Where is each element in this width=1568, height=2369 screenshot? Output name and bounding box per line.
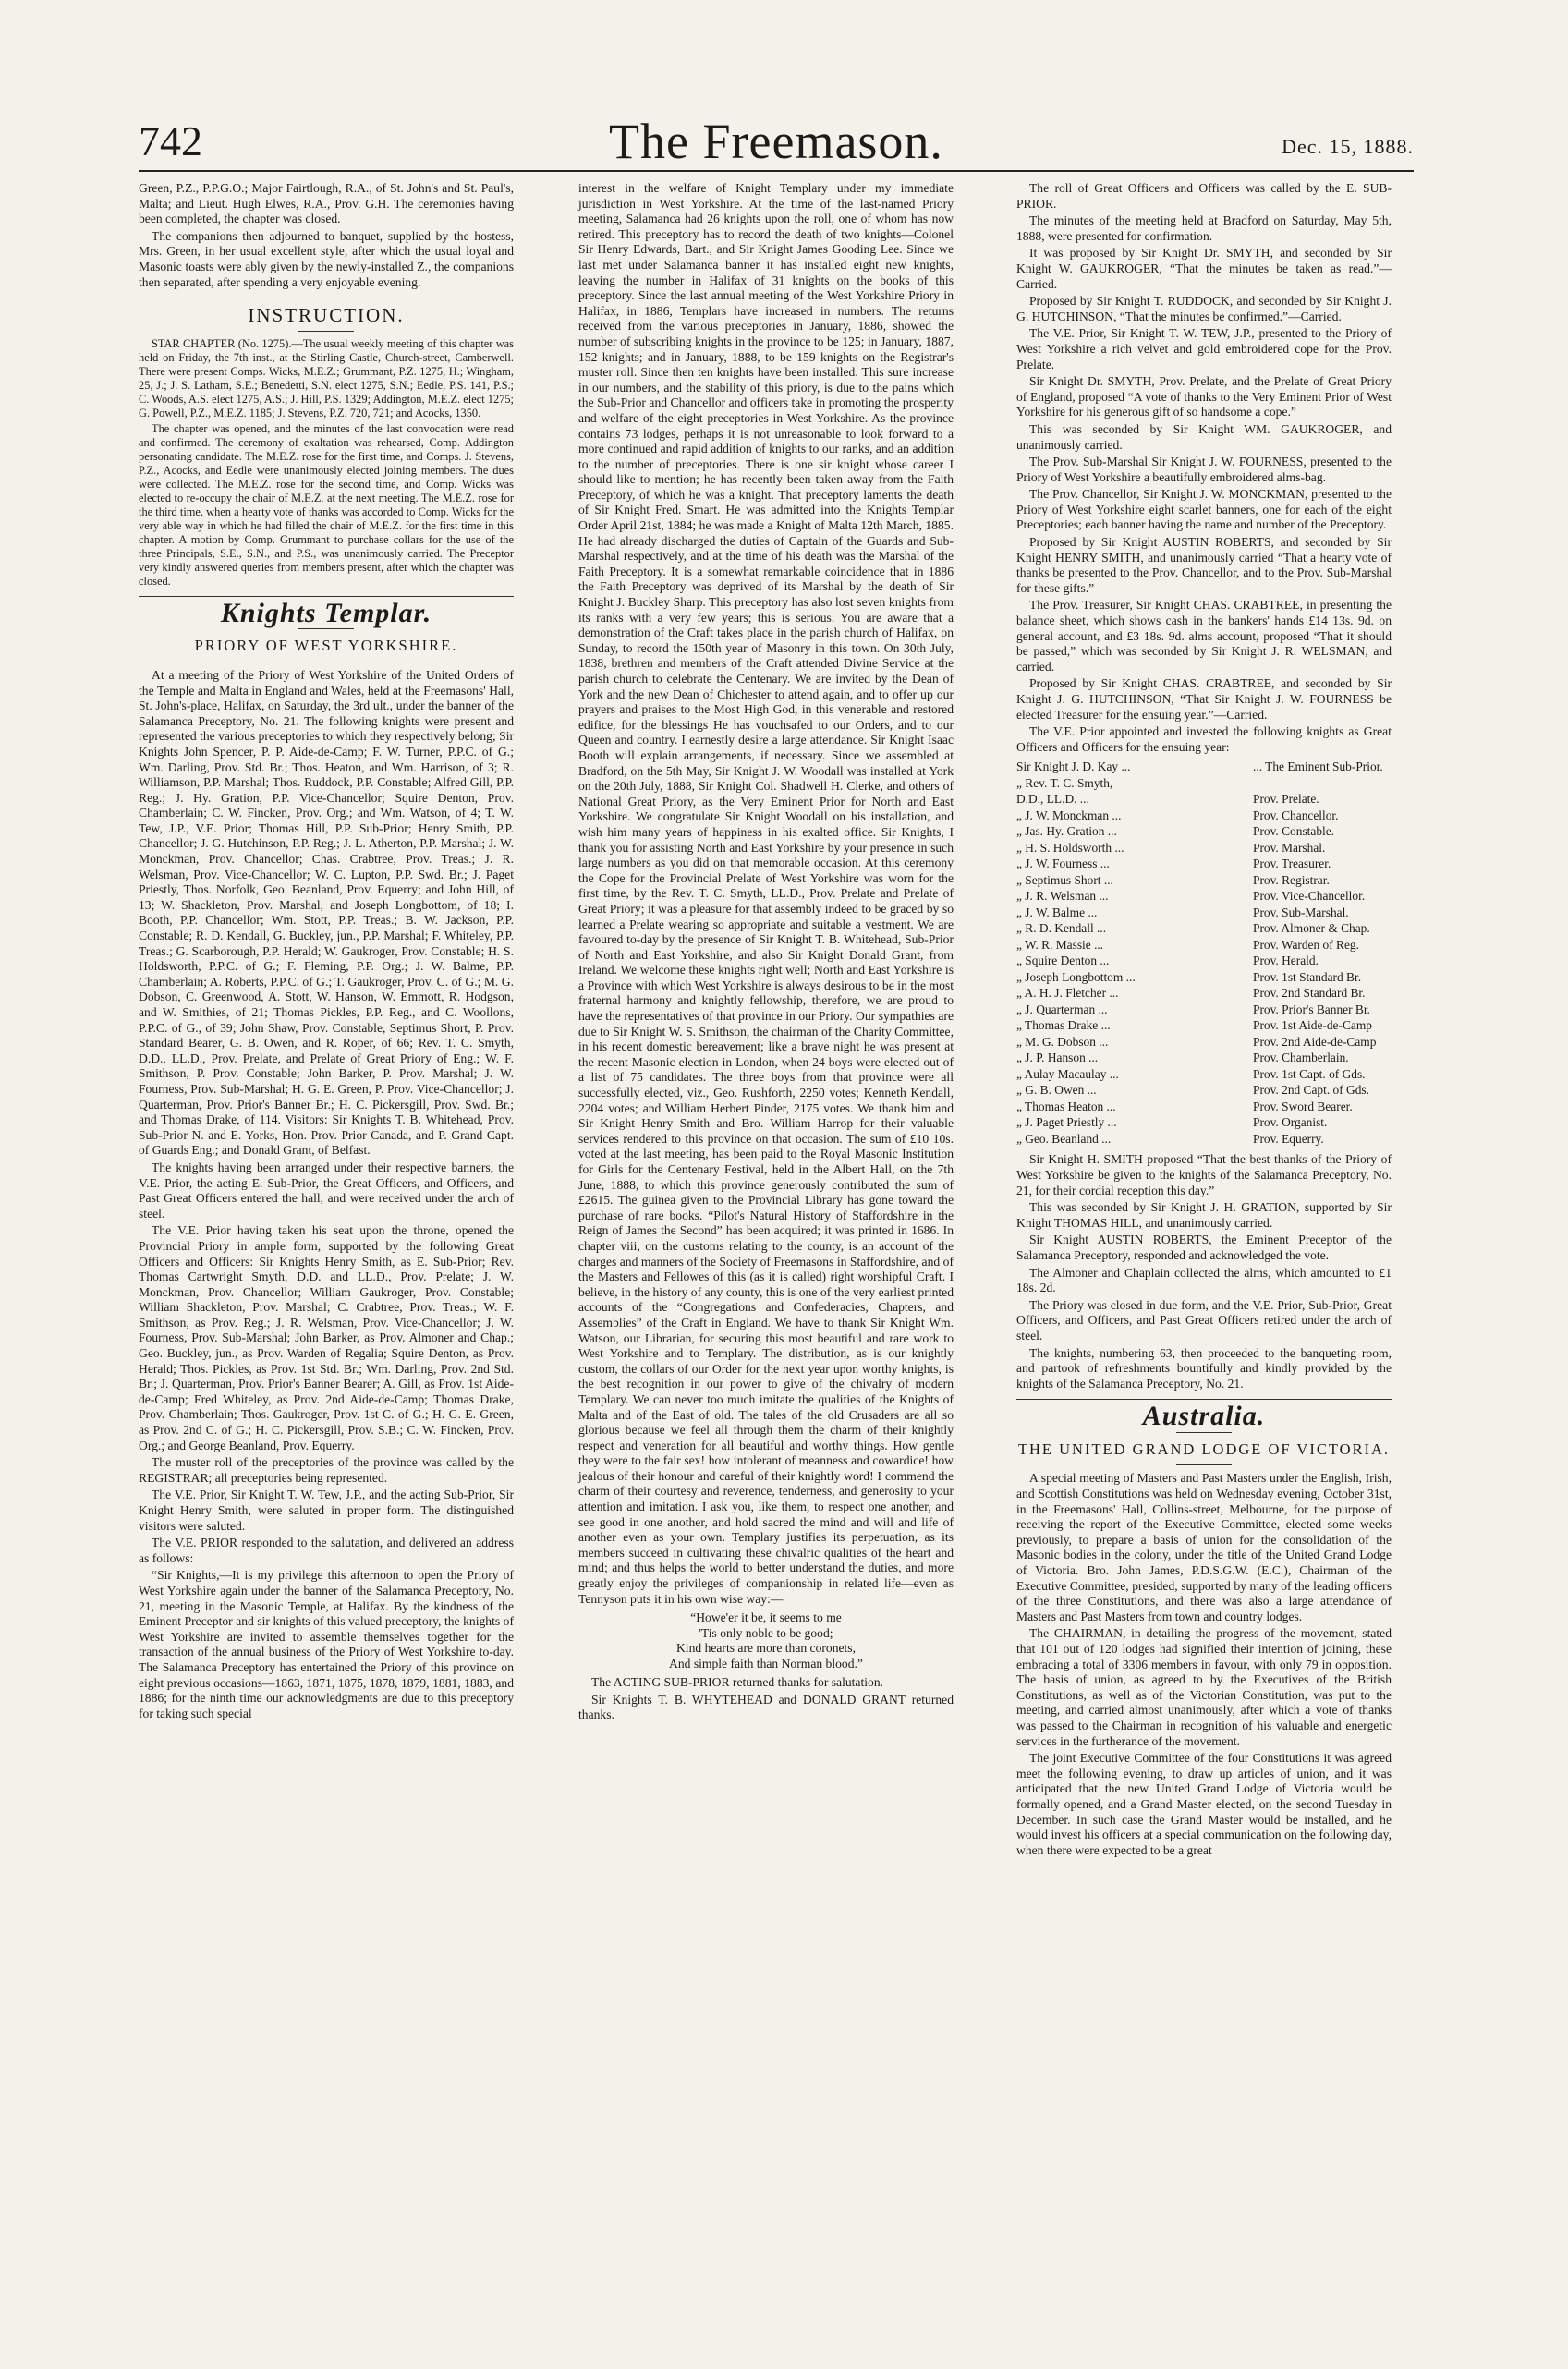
- instruction-heading: INSTRUCTION.: [248, 304, 405, 327]
- officer-office: Prov. 1st Capt. of Gds.: [1253, 1066, 1366, 1081]
- officer-row: [1016, 1099, 1392, 1115]
- paragraph: Sir Knight AUSTIN ROBERTS, the Eminent Preceptor of the Salamanca Preceptory, responded and acknowledged the vote.: [1016, 1233, 1392, 1262]
- officer-name: „ J. Quarterman ...: [1016, 1002, 1108, 1016]
- paragraph: interest in the welfare of Knight Templary under my immediate jurisdiction in West Yorkshire. At the time of the last-named Priory meeting, Salamanca had 26 knights upon the roll, one of whom has now retired. This preceptory has to record the death of two knights—Colonel Sir Henry Edwards, Bart., and Sir Knight James Gooding Lee. Since we last met under Salamanca banner it has installed eight new knights, leaving the number in Halifax of 31 knights on the books of this preceptory. Since the last annual meeting of the West Yorkshire Priory in Halifax, in 1886, Templars have increased in numbers. The returns received from the various preceptories in January, 1886, showed the number of subscribing knights in the province to be 125; in January, 1887, 152 knights; and in January, 1888, to be 159 knights on the Registrar's muster roll. Since then ten knights have been installed. This sure increase in our numbers, and the stability of this priory, is due to the pains which the Sub-Prior and Chancellor and officers take in promoting the prosperity and welfare of the eight preceptories in West Yorkshire. As the province contains 73 lodges, perhaps it is not unreasonable to look forward to a more continued and rapid addition of knights to our ranks, and an addition to the number of preceptories. There is one sir knight whose career I should like to mention; he has recently been taken away from the Faith Preceptory, of which he was a knight. That preceptory laments the death of Sir Knight Fred. Smart. He was admitted into the Knights Templar Order April 21st, 1884; he was made a Knight of Malta 12th March, 1885. He had already discharged the duties of Captain of the Guards and Sub-Marshal respectively, and at the time of his death was the Marshal of the Faith Preceptory. It is a somewhat remarkable coincidence that in 1886 the Faith Preceptory was deprived of its Marshal by the death of Sir Knight J. Buckley Sharp. This preceptory has also lost seven knights from its ranks with a very few years; this is serious. You are aware that a demonstration of the Craft takes place in the parish church of Halifax, on Sunday, to record the 150th year of Masonry in this town. On 30th July, 1838, brethren and members of the Craft attended Divine Service at the parish church to celebrate the Centenary. We are invited by the Dean of York and the new Dean of Chichester to attend again, and to offer up our prayers and praises to the Most High God, in this venerable and restored edifice, for the blessings He has vouchsafed to our Orders, and to our Queen and country. I earnestly desire a large attendance. Sir Knight Isaac Booth will explain arrangements, if necessary. Since we assembled at Bradford, on the 5th May, Sir Knight J. W. Woodall was installed at York on the 20th July, 1888, Sir Knight Col. Shadwell H. Clerke, and others of National Great Priory, as the Very Eminent Prior for North and East Yorkshire. We congratulate Sir Knight Woodall on his installation, and wish him many years of happiness in his exalted office. Sir Knights, I thank you for assisting North and East Yorkshire by your presence in such large numbers as you did on that memorable occasion. At this ceremony the Cope for the Provincial Prelate of West Yorkshire was worn for the first time, by the Rev. T. C. Smyth, LL.D., Prov. Prelate and Prelate of Great Priory; it was a pleasure for that assembly indeed to be graced by so learned a Prelate wearing so appropriate and suitable a vestment. We are favoured to-day by the presence of Sir Knight T. B. Whitehead, Sub-Prior of North and East Yorkshire, and also Sir Knight Donald Grant, from Ireland. We welcome these knights right well; North and East Yorkshire is a Province with which West Yorkshire is always desirous to be in the most fraternal harmony and knightly fellowship, therefore, we are proud to have the representatives of that province in our Priory. Our sympathies are due to Sir Knight W. S. Smithson, the chairman of the Charity Committee, in his recent domestic bereavement; like a brave night he was present at the recent Masonic election in London, when 24 boys were elected out of a list of 75 candidates. The three boys from that province were all successfully elected, viz., Geo. Rushforth, 2250 votes; Kenneth Kendall, 2204 votes; and William Herbert Pinder, 2175 votes. We thank him and Sir Knight Henry Smith and Bro. William Harrop for their valuable services rendered to this province on that occasion. The sum of £10 10s. voted at the last meeting, has been paid to the Royal Masonic Institution for Girls for the Centenary Festival, held in the Albert Hall, on the 7th June, 1888, to which this province generously contributed the sum of £2615. The guinea given to the Provincial Library has gone toward the purchase of rare books. “Pilot's Natural History of Staffordshire in the Reign of James the Second” has been acquired; it was printed in 1686. In chapter viii, on the customs relating to the county, is an account of the charges and manners of the Society of Freemasons in Staffordshire, and of the Masters and Fellowes of this (as it is called) right worshipful Craft. I believe, in the history of any county, this is one of the very earliest printed accounts of the “Congregations and Confederacies, Chapters, and Assemblies” of the Craft in England. We have to thank Sir Knight Wm. Watson, our Librarian, for securing this most beautiful and rare work to West Yorkshire and to Templary. The distribution, as is our knightly custom, the collars of our Order for the next year upon worthy knights, is the best recognition in our power to give of the chivalry of modern Templary. We can never too much imitate the qualities of the Knights of Malta and of the East of old. The tales of the old Crusaders are all so glorious because we feel all through them the charm of their knightly respect and veneration for all beautiful and worthy things. How gentle they were to the fair sex! how intolerant of meanness and cowardice! how jealous of their honour and careful of their knightly word! I commend the charm of their courtesy and reverence, tenderness, and generosity to your attention and imitation. I ask you, like them, to respect one another, and see good in one another, and hold sacred the mind and will and life of another even as your own. Templary justifies its perpetuation, as its members succeed in cultivating these chivalric qualities of the heart and mind; and thus helps the world to better understand the duties, and more greatly enjoy the privileges of companionship in related life—even as Tennyson puts it in his own wise way:—: [578, 181, 954, 1606]
- officer-row: [1016, 759, 1392, 775]
- officer-office: [1253, 775, 1392, 792]
- officer-name: „ Thomas Heaton ...: [1016, 1099, 1116, 1113]
- column-1: [139, 181, 514, 1723]
- officer-office: Prov. Sub-Marshal.: [1253, 905, 1349, 919]
- officer-name: „ Jas. Hy. Gration ...: [1016, 824, 1117, 839]
- poem-line: Kind hearts are more than coronets,: [675, 1641, 857, 1656]
- masthead-rule: [139, 170, 1414, 172]
- officer-office: Prov. Organist.: [1253, 1115, 1328, 1130]
- short-rule: [1176, 1464, 1232, 1465]
- paragraph: The V.E. Prior appointed and invested the following knights as Great Officers and Officers for the ensuing year:: [1016, 724, 1392, 754]
- paragraph: The ACTING SUB-PRIOR returned thanks for salutation.: [591, 1675, 884, 1690]
- officer-office: Prov. 2nd Capt. of Gds.: [1253, 1083, 1369, 1098]
- officer-row: [1016, 985, 1392, 1002]
- paragraph: The V.E. Prior having taken his seat upon the throne, opened the Provincial Priory in ample form, supported by the following Great Officers and Officers: Sir Knights Henry Smith, as E. Sub-Prior; Rev. Thomas Cartwright Smyth, D.D. and LL.D., Prov. Prelate; J. W. Monckman, Prov. Chancellor; William Gaukroger, Prov. Constable; William Shackleton, Prov. Marshal; C. Crabtree, Prov. Treas.; W. F. Smithson, as Prov. Reg.; J. R. Welsman, Prov. Vice-Chancellor; J. W. Fourness, Prov. Sub-Marshal; John Barker, as Prov. Almoner and Chap.; Geo. Buckley, jun., as Prov. Warden of Regalia; Squire Denton, as Prov. Herald; Thos. Pickles, as Prov. 1st Std. Br.; Wm. Darling, Prov. 2nd Std. Br.; J. Quarterman, Prov. Prior's Banner Bearer; A. Gill, as Prov. 1st Aide-de-Camp; Fred Whiteley, as Prov. 2nd Aide-de-Camp; Thomas Drake, Prov. Chamberlain; Thos. Gaukroger, Prov. 1st C. of G.; H. G. E. Green, as Prov. 2nd C. of G.; H. C. Pickersgill, Prov. S.B.; C. W. Fincken, Prov. Org.; and George Beanland, Prov. Equerry.: [139, 1223, 514, 1452]
- officer-office: Prov. Warden of Reg.: [1253, 937, 1359, 952]
- officer-name: D.D., LL.D. ...: [1016, 792, 1089, 807]
- column-2: [578, 181, 954, 1725]
- paragraph: The minutes of the meeting held at Bradford on Saturday, May 5th, 1888, were presented for confirmation.: [1016, 213, 1392, 243]
- paragraph: The V.E. Prior, Sir Knight T. W. TEW, J.P., presented to the Priory of West Yorkshire a rich velvet and gold embroidered cope for the Prov. Prelate.: [1016, 326, 1392, 371]
- paragraph: The roll of Great Officers and Officers was called by the E. SUB-PRIOR.: [1016, 181, 1392, 211]
- officer-row: [1016, 1114, 1392, 1131]
- paragraph: This was seconded by Sir Knight WM. GAUKROGER, and unanimously carried.: [1016, 421, 1392, 452]
- paragraph: “Sir Knights,—It is my privilege this afternoon to open the Priory of West Yorkshire again under the banner of the Salamanca Preceptory, No. 21, meeting in the Masonic Temple, at Halifax. By the kindness of the Eminent Preceptor and sir knights of this valued preceptory, the knights of West Yorkshire are invited to assemble themselves together for the transaction of the annual business of the Priory of West Yorkshire to-day. The Salamanca Preceptory has entertained the Priory of this province on eight previous occasions—1863, 1871, 1875, 1878, 1879, 1881, 1883, and 1886; for the ninth time our acknowledgments are due to this preceptory for taking such special: [139, 1568, 514, 1720]
- column-3: [1016, 181, 1392, 1860]
- officer-name: „ G. B. Owen ...: [1016, 1083, 1097, 1098]
- poem-line: 'Tis only noble to be good;: [699, 1625, 833, 1640]
- officer-name: „ J. W. Fourness ...: [1016, 856, 1110, 871]
- paragraph: Proposed by Sir Knight CHAS. CRABTREE, and seconded by Sir Knight J. G. HUTCHINSON, “That Sir Knight J. W. FOURNESS be elected Treasurer for the ensuing year.”—Carried.: [1016, 676, 1392, 722]
- short-rule: [298, 331, 354, 332]
- paragraph: The muster roll of the preceptories of the province was called by the REGISTRAR; all preceptories being represented.: [139, 1455, 514, 1485]
- paragraph: STAR CHAPTER (No. 1275).—The usual weekly meeting of this chapter was held on Friday, the 7th inst., at the Stirling Castle, Church-street, Camberwell. There were present Comps. Wicks, M.E.Z.; Grummant, P.Z. 1275, H.; Wingham, 25, J.; J. S. Latham, S.E.; Benedetti, S.N. elect 1275, S.N.; Eedle, P.S. 141, P.S.; C. Woods, A.S. elect 1275, A.S.; J. Hill, P.S. 1329; Addington, M.E.Z. elect 1275; G. Powell, P.Z., M.E.Z. 1185; J. Stevens, P.Z. 720, 721; and Acocks, 1350.: [139, 336, 514, 419]
- poem-line: “Howe'er it be, it seems to me: [690, 1610, 842, 1625]
- officer-row: [1016, 1131, 1392, 1148]
- officer-row: [1016, 1034, 1392, 1051]
- officer-row: [1016, 920, 1392, 937]
- officer-row: [1016, 872, 1392, 889]
- officer-office: Prov. Constable.: [1253, 824, 1335, 839]
- officer-row: [1016, 808, 1392, 824]
- officer-row: [1016, 775, 1392, 792]
- paragraph: A special meeting of Masters and Past Masters under the English, Irish, and Scottish Constitutions was held on Wednesday evening, October 31st, in the Freemasons' Hall, Collins-street, Melbourne, for the purpose of receiving the report of the Executive Committee, elected some weeks previously, to prepare a basis of union for the consolidation of the Masonic bodies in the colony, under the title of the United Grand Lodge of Victoria. Bro. John James, P.D.S.G.W. (E.C.), Chairman of the Executive Committee, presided, supported by many of the leading officers of the three Constitutions, and there was also a large attendance of Masters and Past Masters from town and country lodges.: [1016, 1471, 1392, 1623]
- officer-name: „ R. D. Kendall ...: [1016, 921, 1107, 936]
- priory-heading: PRIORY OF WEST YORKSHIRE.: [194, 637, 458, 655]
- officer-office: Prov. Almoner & Chap.: [1253, 921, 1370, 936]
- paragraph: Proposed by Sir Knight AUSTIN ROBERTS, and seconded by Sir Knight HENRY SMITH, and unanimously carried “That a hearty vote of thanks be presented to the Prov. Chancellor, and to the Prov. Sub-Marshal for these gifts.”: [1016, 535, 1392, 595]
- poem-line: And simple faith than Norman blood.”: [669, 1656, 863, 1670]
- paragraph: The Prov. Chancellor, Sir Knight J. W. MONCKMAN, presented to the Priory of West Yorkshire eight scarlet banners, one for each of the eight Preceptories; each banner having the name and number of the Preceptory.: [1016, 487, 1392, 532]
- officer-name: „ J. W. Balme ...: [1016, 905, 1098, 919]
- officer-office: Prov. Sword Bearer.: [1253, 1099, 1353, 1113]
- officer-office: Prov. 1st Aide-de-Camp: [1253, 1018, 1372, 1033]
- paragraph: The CHAIRMAN, in detailing the progress of the movement, stated that 101 out of 120 lodges had signified their intention of joining, these embracing a total of 3306 members in favour, with only 79 in opposition. The basis of union, as agreed to by the Executives of the British Constitutions, as well as of the Victorian Constitution, was put to the meeting, and carried almost unanimously, after which a vote of thanks was passed to the Chairman in recognition of his valuable and energetic services in the furtherance of the movement.: [1016, 1626, 1392, 1748]
- paragraph: Sir Knight Dr. SMYTH, Prov. Prelate, and the Prelate of Great Priory of England, proposed “A vote of thanks to the Very Eminent Prior of West Yorkshire for his generous gift of so handsome a cope.”: [1016, 374, 1392, 419]
- officer-row: [1016, 1017, 1392, 1034]
- officer-office: Prov. 2nd Standard Br.: [1253, 986, 1366, 1001]
- officer-name: „ Septimus Short ...: [1016, 872, 1113, 887]
- officer-row: [1016, 1082, 1392, 1099]
- officer-office: Prov. 1st Standard Br.: [1253, 969, 1362, 984]
- page-number: 742: [139, 117, 202, 164]
- officer-name: „ Joseph Longbottom ...: [1016, 969, 1136, 984]
- officer-office: Prov. 2nd Aide-de-Camp: [1253, 1034, 1377, 1049]
- newspaper-title: The Freemason.: [609, 114, 943, 169]
- knights-templar-heading: Knights Templar.: [220, 597, 432, 628]
- paragraph: The Prov. Treasurer, Sir Knight CHAS. CRABTREE, in presenting the balance sheet, which shows cash in the bankers' hands £14 13s. 9d. on general account, and £3 18s. 9d. alms account, proposed “That it should be passed,” which was seconded by Sir Knight J. R. WELSMAN, and carried.: [1016, 598, 1392, 674]
- officers-list: [1016, 759, 1392, 1147]
- officer-office: Prov. Herald.: [1253, 954, 1319, 968]
- paragraph: Sir Knights T. B. WHYTEHEAD and DONALD GRANT returned thanks.: [578, 1692, 954, 1722]
- paragraph: Sir Knight H. SMITH proposed “That the best thanks of the Priory of West Yorkshire be given to the knights of the Salamanca Preceptory, No. 21, for their cordial reception this day.”: [1016, 1152, 1392, 1197]
- officer-row: [1016, 1002, 1392, 1018]
- officer-office: Prov. Vice-Chancellor.: [1253, 889, 1366, 904]
- officer-name: „ M. G. Dobson ...: [1016, 1034, 1109, 1049]
- section-rule: [1016, 1399, 1392, 1400]
- short-rule: [298, 628, 354, 629]
- officer-row: [1016, 937, 1392, 954]
- paragraph: The chapter was opened, and the minutes of the last convocation were read and confirmed. The ceremony of exaltation was rehearsed, Comp. Addington personating candidate. The M.E.Z. rose for the first time, and Comps. J. Stevens, P.Z., Acocks, and Eedle were unanimously elected joining members. The dues were collected. The M.E.Z. rose for the second time, and Comp. Wicks was elected to re-occupy the chair of M.E.Z. at the next meeting. The M.E.Z. rose for the third time, when a hearty vote of thanks was accorded to Comp. Wicks for the very able way in which he had filled the chair of M.E.Z. for the first time in this chapter. A motion by Comp. Grummant to purchase collars for the use of the three Principals, S.E., S.N., and P.S., was unanimously carried. The Preceptor very kindly answered queries from members present, after which the chapter was closed.: [139, 421, 514, 588]
- short-rule: [1176, 1432, 1232, 1433]
- paragraph: The knights, numbering 63, then proceeded to the banqueting room, and partook of refreshments bountifully and kindly provided by the knights of the Salamanca Preceptory, No. 21.: [1016, 1345, 1392, 1391]
- officer-name: „ J. Paget Priestly ...: [1016, 1115, 1117, 1130]
- officer-office: Prov. Registrar.: [1253, 872, 1330, 887]
- officer-name: „ Geo. Beanland ...: [1016, 1131, 1112, 1146]
- officer-name: „ J. P. Hanson ...: [1016, 1051, 1099, 1065]
- section-rule: [139, 596, 514, 597]
- officer-name: „ A. H. J. Fletcher ...: [1016, 986, 1119, 1001]
- paragraph: The Priory was closed in due form, and the V.E. Prior, Sub-Prior, Great Officers, and Officers, and Past Great Officers retired under the arch of steel.: [1016, 1297, 1392, 1342]
- officer-office: Prov. Treasurer.: [1253, 856, 1331, 871]
- officer-name: „ J. W. Monckman ...: [1016, 808, 1122, 822]
- officer-name: „ Thomas Drake ...: [1016, 1018, 1111, 1033]
- officer-row: [1016, 953, 1392, 969]
- paragraph: Proposed by Sir Knight T. RUDDOCK, and seconded by Sir Knight J. G. HUTCHINSON, “That the minutes be confirmed.”—Carried.: [1016, 294, 1392, 323]
- tennyson-quote: [578, 1610, 954, 1671]
- officer-office: Prov. Equerry.: [1253, 1131, 1324, 1146]
- officer-row: [1016, 905, 1392, 921]
- officer-row: [1016, 1050, 1392, 1066]
- paragraph: The V.E. Prior, Sir Knight T. W. Tew, J.P., and the acting Sub-Prior, Sir Knight Henry Smith, were saluted in proper form. The distinguished visitors were saluted.: [139, 1488, 514, 1533]
- officer-row: [1016, 840, 1392, 856]
- paragraph: The V.E. PRIOR responded to the salutation, and delivered an address as follows:: [139, 1536, 514, 1565]
- paragraph: This was seconded by Sir Knight J. H. GRATION, supported by Sir Knight THOMAS HILL, and unanimously carried.: [1016, 1200, 1392, 1230]
- paragraph: The joint Executive Committee of the four Constitutions it was agreed meet the following evening, to draw up articles of union, and it was anticipated that the new United Grand Lodge of Victoria would be formally opened, and a Grand Master elected, on the second Tuesday in December. In such case the Grand Master would be installed, and he would invest his officers at a special communication on the following day, when there were expected to be a great: [1016, 1751, 1392, 1857]
- officer-office: Prov. Prelate.: [1253, 792, 1319, 807]
- officer-name: „ Rev. T. C. Smyth,: [1016, 775, 1113, 790]
- officer-office: Prov. Marshal.: [1253, 840, 1326, 855]
- australia-heading: Australia.: [1142, 1401, 1266, 1432]
- officer-name: „ Squire Denton ...: [1016, 954, 1110, 968]
- officer-row: [1016, 791, 1392, 808]
- officer-row: [1016, 856, 1392, 872]
- paragraph: The companions then adjourned to banquet, supplied by the hostess, Mrs. Green, in her usual excellent style, after which the usual loyal and Masonic toasts were ably given by the newly-installed Z., the companions then separated, after spending a very enjoyable evening.: [139, 228, 514, 289]
- paragraph: The Prov. Sub-Marshal Sir Knight J. W. FOURNESS, presented to the Priory of West Yorkshire a beautifully embroidered alms-bag.: [1016, 455, 1392, 484]
- officer-name: „ J. R. Welsman ...: [1016, 889, 1109, 904]
- officer-row: [1016, 969, 1392, 986]
- officer-name: „ W. R. Massie ...: [1016, 937, 1104, 952]
- officer-name: „ Aulay Macaulay ...: [1016, 1066, 1119, 1081]
- paragraph: The knights having been arranged under their respective banners, the V.E. Prior, the acting E. Sub-Prior, the Great Officers, and Officers, and Past Great Officers entered the hall, and were received under the arch of steel.: [139, 1160, 514, 1221]
- officer-office: Prov. Chancellor.: [1253, 808, 1339, 822]
- officer-name: Sir Knight J. D. Kay ...: [1016, 759, 1131, 774]
- officer-row: [1016, 888, 1392, 905]
- officer-row: [1016, 1066, 1392, 1083]
- officer-row: [1016, 823, 1392, 840]
- united-grand-lodge-heading: THE UNITED GRAND LODGE OF VICTORIA.: [1017, 1440, 1391, 1458]
- paragraph: Green, P.Z., P.P.G.O.; Major Fairtlough, R.A., of St. John's and St. Paul's, Malta; and Lieut. Hugh Elwes, R.A., Prov. G.H. The ceremonies having been completed, the chapter was closed.: [139, 181, 514, 226]
- masthead: [139, 109, 1414, 169]
- officer-office: Prov. Prior's Banner Br.: [1253, 1002, 1370, 1016]
- paragraph: It was proposed by Sir Knight Dr. SMYTH, and seconded by Sir Knight W. GAUKROGER, “That the minutes be taken as read.”—Carried.: [1016, 246, 1392, 291]
- paragraph: The Almoner and Chaplain collected the alms, which amounted to £1 18s. 2d.: [1016, 1265, 1392, 1295]
- officer-office: Prov. Chamberlain.: [1253, 1051, 1349, 1065]
- officer-office: ... The Eminent Sub-Prior.: [1253, 759, 1383, 774]
- paragraph: At a meeting of the Priory of West Yorkshire of the United Orders of the Temple and Malta in England and Wales, held at the Freemasons' Hall, St. John's-place, Halifax, on Saturday, the 3rd ult., under the banner of the Salamanca Preceptory, No. 21. The following knights were present and represented the various preceptories to which they respectively belong; Sir Knights John Spencer, P. P. Aide-de-Camp; F. W. Turner, P.P.C. of G.; Wm. Darling, Prov. Std. Br.; Thos. Heaton, and Wm. Harrison, of 3; R. Williamson, P.P. Marshal; Thos. Ruddock, P.P. Constable; Alfred Gill, P.P. Reg.; J. Hy. Gration, P.P. Vice-Chancellor; Squire Denton, Prov. Chamberlain; C. W. Fincken, Prov. Org.; and Wm. Watson, of 4; T. W. Tew, J.P., V.E. Prior; Thomas Hill, P.P. Sub-Prior; Henry Smith, P.P. Chancellor; J. G. Hutchinson, P.P. Reg.; J. L. Atherton, P.P. Marshal; J. W. Monckman, Prov. Chancellor; Chas. Crabtree, Prov. Treas.; J. R. Welsman, Prov. Vice-Chancellor; W. C. Lupton, P.P. Swd. Br.; J. Paget Priestly, Thos. Norfolk, Geo. Beanland, Prov. Equerry; and John Hill, of 13; W. Shackleton, Prov. Marshal, and Joseph Longbottom, of 18; I. Booth, P.P. Chancellor; Wm. Stott, P.P. Treas.; B. W. Jackson, P.P. Constable; R. D. Kendall, G. Buckley, jun., P.P. Marshal; F. Whiteley, P.P. Treas.; G. Scarborough, P.P. Herald; W. Gaukroger, Prov. Constable; H. S. Holdsworth, P.P.C. of G.; F. Fleming, P.P. Org.; J. W. Balme, P.P. Chamberlain; A. Roberts, P.P.C. of G.; T. Gaukroger, Prov. C. of G.; M. G. Dobson, C. Greenwood, A. Stott, W. Hanson, W. Emmott, R. Hodgson, and W. Smithies, of 21; Thomas Pickles, P.P. Reg., and C. Woollons, P.P.C. of G., of 39; John Shaw, Prov. Constable, Septimus Short, P. Prov. Standard Bearer, G. B. Owen, and R. Roper, of 66; Rev. T. C. Smyth, D.D., LL.D., Prov. Prelate, and Prelate of Great Priory of Eng.; W. F. Smithson, P. Prov. Constable; John Barker, P. Prov. Marshal; J. W. Fourness, Prov. Sub-Marshal; H. G. E. Green, P. Prov. Vice-Chancellor; J. Quarterman, Prov. Prior's Banner Br.; H. C. Pickersgill, Prov. Swd. Br.; and Thomas Drake, of 114. Visitors: Sir Knights T. B. Whitehead, Prov. Sub-Prior N. and E. Yorks, Hon. Prov. Prior Canada, and P. Grand Capt. of Guards Eng.; and Donald Grant, of Belfast.: [139, 667, 514, 1158]
- issue-date: Dec. 15, 1888.: [1282, 135, 1414, 158]
- officer-name: „ H. S. Holdsworth ...: [1016, 840, 1124, 855]
